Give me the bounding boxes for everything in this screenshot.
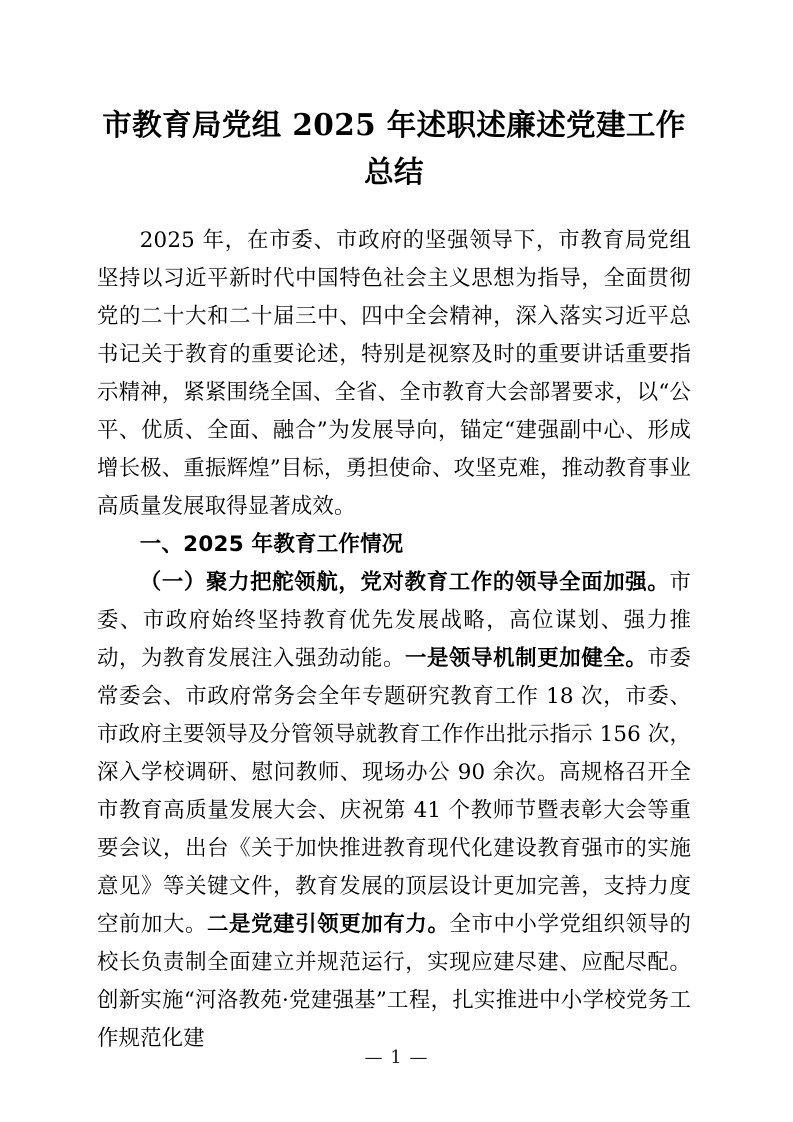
point-lead-in-1: 一是领导机制更加健全。: [404, 646, 648, 671]
section-heading-1: 一、2025 年教育工作情况: [139, 532, 404, 557]
subsection-text-1a: 市委、市政府始终坚持教育优先发展战略，高位谋划、强力推动，为教育发展注入强劲动能。: [97, 570, 691, 671]
point-lead-in-2: 二是党建引领更加有力。: [206, 912, 450, 937]
paragraph-intro: 2025 年，在市委、市政府的坚强领导下，市教育局党组坚持以习近平新时代中国特色社会主义思想为指导，全面贯彻党的二十大和二十届三中、四中全会精神，深入落实习近平总书记关于教育的重要论述，特别是视察及时的重要讲话重要指示精神，紧紧围绕全国、全省、全市教育大会部署要求，以“公平、优质、全面、融合”为发展导向，锚定“建强副中心、形成增长极、重振辉煌”目标，勇担使命、攻坚克难，推动教育事业高质量发展取得显著成效。: [97, 228, 691, 519]
paragraph-section-1: [97, 564, 691, 1058]
subsection-lead-in-1: （一）聚力把舵领航，党对教育工作的领导全面加强。: [139, 570, 670, 595]
document-body: [97, 195, 691, 1058]
point-text-2: 全市中小学党组织领导的校长负责制全面建立并规范运行，实现应建尽建、应配尽配。创新实施“河洛教苑·党建强基”工程，扎实推进中小学校党务工作规范化建: [97, 912, 691, 1051]
point-text-1: 市委常委会、市政府常务会全年专题研究教育工作 18 次，市委、市政府主要领导及分管领导就教育工作作出批示指示 156 次，深入学校调研、慰问教师、现场办公 90 余次。高规格召开全市教育高质量发展大会、庆祝第 41 个教师节暨表彰大会等重要会议，出台《关于加快推进教育现代化建设教育强市的实施意见》等关键文件，教育发展的顶层设计更加完善，支持力度空前加大。: [97, 646, 692, 937]
page-number: — 1 —: [364, 1047, 429, 1068]
document-title: 市教育局党组 2025 年述职述廉述党建工作总结: [102, 107, 686, 189]
page-content-column: [97, 0, 691, 1058]
